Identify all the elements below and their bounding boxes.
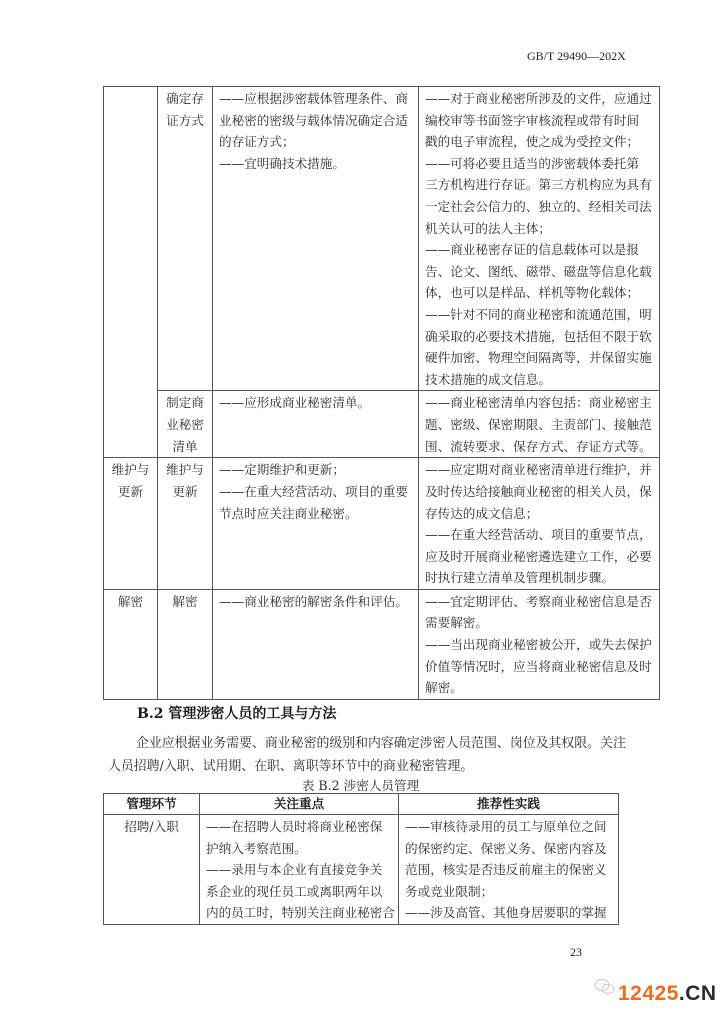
watermark-suffix: .CN <box>678 982 717 1005</box>
cell-text-line: 围、流转要求、保存方式、存证方式等。 <box>425 438 652 454</box>
step-cell <box>158 391 213 458</box>
cell-text-line: 技术措施的成文信息。 <box>425 371 551 387</box>
cell-text-line: ——涉及高管、其他身居要职的掌握 <box>405 905 607 921</box>
table-row <box>104 391 660 458</box>
cell-text-line: ——宜明确技术措施。 <box>219 155 345 171</box>
cell-text-line: 及时传达给接触商业秘密的相关人员，保 <box>425 483 652 499</box>
cell-text-line: ——宜定期评估、考察商业秘密信息是否 <box>425 593 652 609</box>
section-heading: B.2 管理涉密人员的工具与方法 <box>137 706 337 722</box>
table-caption: 表 B.2 涉密人员管理 <box>301 778 420 793</box>
column-header: 管理环节 <box>104 794 200 815</box>
cell-text-line: 解密 <box>172 593 198 609</box>
table-b2 <box>103 793 619 925</box>
table-header-row <box>104 794 619 815</box>
cell-text-line: 体，也可以是样品、样机等物化载体； <box>425 285 640 301</box>
step-cell <box>158 589 213 699</box>
stage-cell <box>104 589 158 699</box>
table-row <box>104 589 660 699</box>
cell-text-line: 更新 <box>172 483 198 499</box>
cell-text-line: 题、密级、保密期限、主责部门、接触范 <box>425 416 652 432</box>
cell-text-line: ——对于商业秘密所涉及的文件，应通过 <box>425 91 652 106</box>
focus-cell <box>213 391 419 458</box>
cell-text-line: ——应形成商业秘密清单。 <box>219 395 371 411</box>
practice-cell <box>419 87 660 391</box>
cell-text-line: ——定期维护和更新； <box>219 462 345 478</box>
cell-text-line: 一定社会公信力的、独立的、经相关司法 <box>425 198 652 214</box>
cell-text-line: 业秘密的密级与载体情况确定合适 <box>219 112 408 128</box>
table-row <box>104 87 660 391</box>
cell-text-line: 解密。 <box>425 680 463 696</box>
cell-text-line: 内的员工时，特别关注商业秘密合 <box>206 905 395 921</box>
cell-text-line: ——商业秘密清单内容包括：商业秘密主 <box>425 395 652 411</box>
cell-text-line: 招聘/入职 <box>124 819 179 834</box>
cell-text-line: 解密 <box>117 593 144 609</box>
cell-text-line: 机关认可的法人主体； <box>425 220 551 236</box>
cell-text-line: 编校审等书面签字审核流程或带有时间 <box>425 112 640 128</box>
cell-text-line: 证方式 <box>166 112 204 128</box>
cell-text-line: 范围，核实是否违反前雇主的保密义 <box>405 862 607 878</box>
cell-text-line: ——针对不同的商业秘密和流通范围，明 <box>425 306 652 322</box>
watermark <box>594 976 716 1010</box>
cell-text-line: 制定商 <box>166 395 204 411</box>
practice-cell <box>419 589 660 699</box>
step-cell <box>158 87 213 391</box>
wechat-icon <box>594 978 616 996</box>
table-row <box>104 815 619 925</box>
focus-cell <box>200 815 399 925</box>
column-header: 关注重点 <box>200 794 399 815</box>
cell-text-line: 维护与 <box>111 462 150 478</box>
focus-cell <box>213 458 419 590</box>
cell-text-line: 节点时应关注商业秘密。 <box>219 505 358 521</box>
cell-text-line: 的保密约定、保密义务、保密内容及 <box>405 840 607 856</box>
cell-text-line: 存传达的成文信息； <box>425 505 539 521</box>
stage-cell <box>104 815 200 925</box>
practice-cell <box>419 458 660 590</box>
column-header: 推荐性实践 <box>399 794 619 815</box>
cell-text-line: 业秘密 <box>166 416 204 432</box>
paragraph-line: 企业应根据业务需要、商业秘密的级别和内容确定涉密人员范围、岗位及其权限。关注 <box>136 736 626 751</box>
cell-text-line: ——审核待录用的员工与原单位之间 <box>405 819 607 834</box>
paragraph-line: 人员招聘/入职、试用期、在职、离职等环节中的商业秘密管理。 <box>108 759 474 774</box>
cell-text-line: ——商业秘密的解密条件和评估。 <box>219 593 408 609</box>
cell-text-line: 确采取的必要技术措施，包括但不限于软 <box>425 328 652 344</box>
focus-cell <box>213 589 419 699</box>
cell-text-line: ——当出现商业秘密被公开，或失去保护 <box>425 637 652 653</box>
cell-text-line: 清单 <box>172 438 198 454</box>
practice-cell <box>399 815 619 925</box>
cell-text-line: ——在重大经营活动、项目的重要 <box>219 483 408 499</box>
cell-text-line: 告、论文、图纸、磁带、磁盘等信息化载 <box>425 263 652 279</box>
stage-cell <box>104 458 158 590</box>
table-row <box>104 458 660 590</box>
step-cell <box>158 458 213 590</box>
page-number: 23 <box>570 945 582 959</box>
cell-text-line: 需要解密。 <box>425 615 488 631</box>
cell-text-line: 时执行建立清单及管理机制步骤。 <box>425 570 614 586</box>
cell-text-line: 系企业的现任员工或离职两年以 <box>206 883 383 899</box>
practice-cell <box>419 391 660 458</box>
watermark-brand <box>618 982 717 1006</box>
focus-cell <box>213 87 419 391</box>
cell-text-line: 维护与 <box>166 462 204 478</box>
stage-cell <box>104 87 158 458</box>
watermark-number: 12425 <box>618 982 679 1005</box>
cell-text-line: 确定存 <box>166 91 204 106</box>
cell-text-line: 硬件加密、物理空间隔离等，并保留实施 <box>425 350 652 366</box>
cell-text-line: ——商业秘密存证的信息载体可以是报 <box>425 242 640 258</box>
cell-text-line: 价值等情况时，应当将商业秘密信息及时 <box>425 658 652 674</box>
cell-text-line: 应及时开展商业秘密遴选建立工作，必要 <box>425 548 652 564</box>
table-b1-continued <box>103 86 660 700</box>
cell-text-line: ——应定期对商业秘密清单进行维护，并 <box>425 462 652 478</box>
cell-text-line: 护纳入考察范围。 <box>206 840 307 856</box>
cell-text-line: 三方机构进行存证。第三方机构应为具有 <box>425 177 652 193</box>
cell-text-line: 戳的电子审流程，使之成为受控文件； <box>425 134 640 150</box>
cell-text-line: 务或竞业限制； <box>405 883 494 899</box>
cell-text-line: ——录用与本企业有直接竞争关 <box>206 862 383 878</box>
cell-text-line: ——在招聘人员时将商业秘密保 <box>206 819 383 834</box>
cell-text-line: 更新 <box>117 483 144 499</box>
standard-code: GB/T 29490—202X <box>527 49 626 63</box>
cell-text-line: 的存证方式； <box>219 134 295 150</box>
cell-text-line: ——可将必要且适当的涉密载体委托第 <box>425 155 640 171</box>
cell-text-line: ——应根据涉密载体管理条件、商 <box>219 91 408 106</box>
cell-text-line: ——在重大经营活动、项目的重要节点， <box>425 527 652 543</box>
